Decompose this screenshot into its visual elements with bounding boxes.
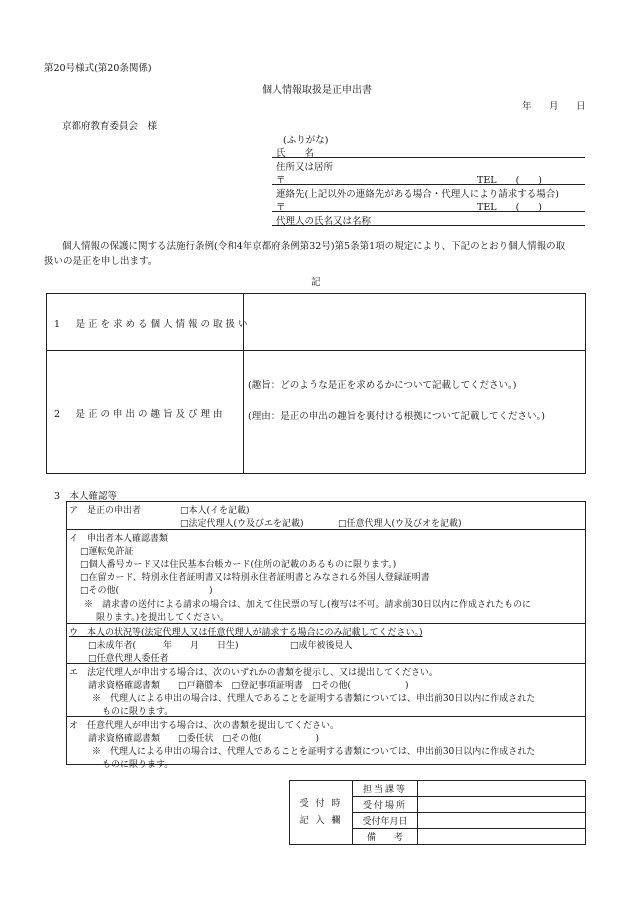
checkbox-drivers-license[interactable]: □運転免許証 <box>80 547 134 557</box>
sec-i-note-1: ※ 請求書の送付による請求の場合は、加えて住民票の写し(複写は不可。請求前30日以内に作成されたものに <box>84 600 531 610</box>
contact-label: 連絡先(上記以外の連絡先がある場合・代理人により請求する場合) <box>276 189 559 200</box>
sec-o-docs[interactable]: 請求資格確認書類 □委任状 □その他( ) <box>88 734 320 744</box>
name-label: 氏 名 <box>276 148 315 159</box>
row1-input[interactable] <box>244 294 585 350</box>
tel-label: TEL ( ) <box>477 175 542 186</box>
checkbox-my-number-card[interactable]: □個人番号カード又は住民基本台帳カード(住所の記載のあるものに限ります。) <box>80 560 397 570</box>
sec-e-note-1: ※ 代理人による申出の場合は、代理人であることを証明する書類については、申出前30日以内に作成された <box>92 694 536 704</box>
preamble-line-1: 個人情報の保護に関する法施行条例(令和4年京都府条例第32号)第5条第1項の規定により、下記のとおり個人情報の取 <box>62 241 566 252</box>
reception-label-cell <box>290 781 353 845</box>
reception-value-cell[interactable] <box>418 797 586 813</box>
document-title: 個人情報取扱是正申出書 <box>262 85 372 96</box>
reception-row-label: 備 考 <box>353 829 418 845</box>
sec-e-note-2: ものに限ります。 <box>102 707 174 717</box>
reception-row-label: 受付場所 <box>353 797 418 813</box>
reception-value-cell[interactable] <box>418 813 586 829</box>
sec-o-title: オ 任意代理人が申出する場合は、次の書類を提出してください。 <box>69 721 340 731</box>
reception-label-2: 記 入 欄 <box>299 815 343 826</box>
reception-table <box>289 780 586 845</box>
checkbox-other-id[interactable]: □その他( ) <box>80 586 213 596</box>
divider-a <box>66 529 586 530</box>
checkbox-minor[interactable]: □未成年者( 年 月 日生) <box>88 641 239 651</box>
agent-field-line[interactable] <box>272 225 585 226</box>
checkbox-self[interactable]: □本人(イを記載) <box>180 506 250 516</box>
row2-reason-note: (理由：是正の申出の趣旨を裏付ける根拠について記載してください。) <box>248 411 545 422</box>
checkbox-voluntary-principal[interactable]: □任意代理人委任者 <box>88 654 169 664</box>
address-field-line[interactable] <box>272 184 585 185</box>
checkbox-legal-agent[interactable]: □法定代理人(ウ及びエを記載) <box>180 519 304 529</box>
sec-i-note-2: 限ります。)を提出してください。 <box>96 613 230 623</box>
divider-u <box>66 663 586 664</box>
address-label: 住所又は居所 <box>276 162 334 173</box>
contact-field-line[interactable] <box>272 211 585 212</box>
date-field[interactable]: 年 月 日 <box>522 101 590 112</box>
row2-purpose-note: (趣旨：どのような是正を求めるかについて記載してください。) <box>248 380 517 391</box>
postal-mark-2: 〒 <box>276 202 286 213</box>
preamble-line-2: 扱いの是正を申し出ます。 <box>44 256 158 267</box>
furigana-label: (ふりがな) <box>283 135 329 146</box>
reception-row-label: 担当課等 <box>353 781 418 797</box>
checkbox-adult-ward[interactable]: □成年被後見人 <box>290 641 353 651</box>
table-row-separator <box>46 350 586 351</box>
ki-heading: 記 <box>311 277 321 288</box>
sec-u-title: ウ 本人の状況等(法定代理人又は任意代理人が請求する場合にのみ記載してください。) <box>69 628 423 638</box>
row2-label: 2 是正の申出の趣旨及び理由 <box>54 409 226 420</box>
section3-title: 3 本人確認等 <box>54 491 118 502</box>
checkbox-voluntary-agent[interactable]: □任意代理人(ウ及びオを記載) <box>338 519 462 529</box>
reception-value-cell[interactable] <box>418 829 586 845</box>
checkbox-residence-card[interactable]: □在留カード、特別永住者証明書又は特別永住者証明書とみなされる外国人登録証明書 <box>80 573 430 583</box>
divider-e <box>66 716 586 717</box>
sec-e-title: エ 法定代理人が申出する場合は、次のいずれかの書類を提示し、又は提出してください。 <box>69 668 439 678</box>
agent-label: 代理人の氏名又は名称 <box>276 216 372 227</box>
postal-mark: 〒 <box>276 175 286 186</box>
reception-label-1: 受 付 時 <box>299 798 343 809</box>
sec-e-docs[interactable]: 請求資格確認書類 □戸籍謄本 □登記事項証明書 □その他( ) <box>88 681 409 691</box>
name-field-line[interactable] <box>272 157 585 158</box>
sec-i-title: イ 申出者本人確認書類 <box>69 534 169 544</box>
reception-value-cell[interactable] <box>418 781 586 797</box>
row1-label: 1 是正を求める個人情報の取扱い <box>54 319 251 330</box>
form-number: 第20号様式(第20条関係) <box>44 63 152 74</box>
sec-o-note-1: ※ 代理人による申出の場合は、代理人であることを証明する書類については、申出前30日以内に作成された <box>92 747 536 757</box>
tel-label-2: TEL ( ) <box>477 202 542 213</box>
sec-a-label: ア 是正の申出者 <box>69 506 142 516</box>
sec-o-note-2: ものに限ります。 <box>102 760 174 770</box>
reception-row-label: 受付年月日 <box>353 813 418 829</box>
addressee: 京都府教育委員会 様 <box>62 121 158 132</box>
divider-i <box>66 623 586 624</box>
